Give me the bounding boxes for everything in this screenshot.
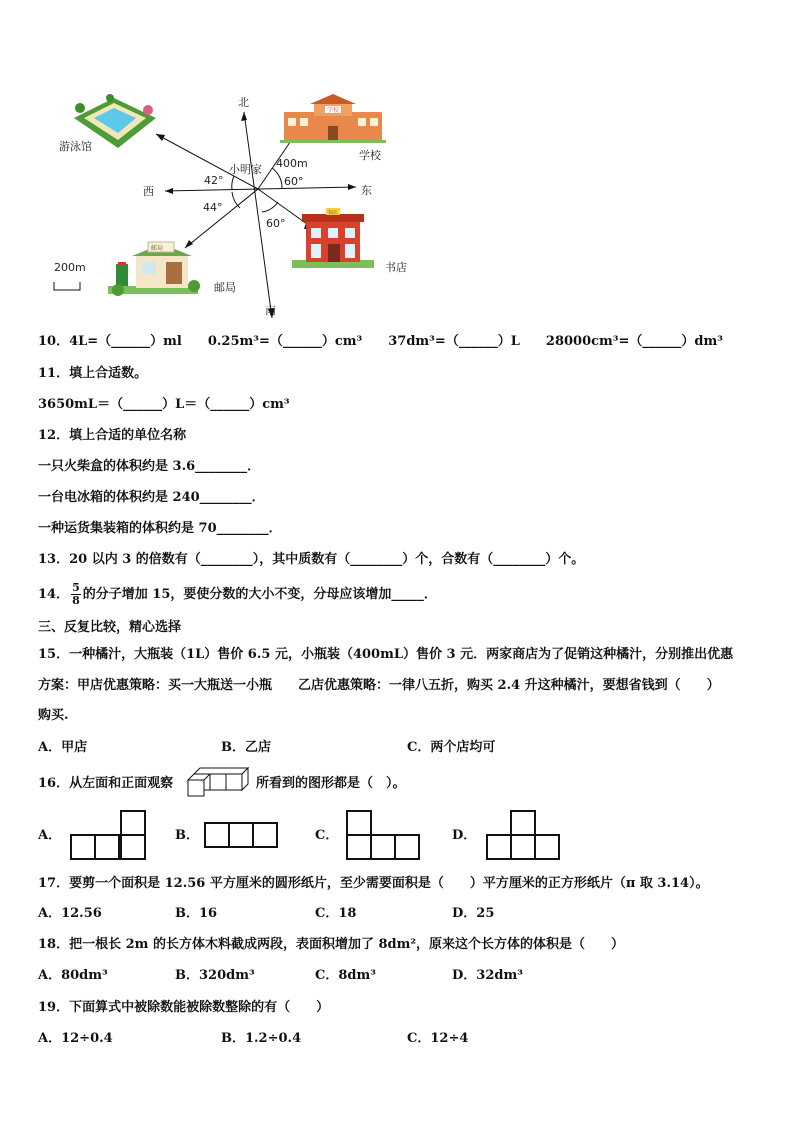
- question-15-line-2: 方案：甲店优惠策略：买一大瓶送一小瓶 乙店优惠策略：一律八五折，购买 2.4 升这种橘汁，要想省钱到（ ）: [38, 678, 720, 693]
- home-label: 小明家: [229, 163, 262, 176]
- fraction-numerator: 5: [72, 581, 80, 594]
- scale-label: 200m: [54, 261, 86, 274]
- question-17-option-b: B．16: [175, 906, 218, 921]
- question-16-option-b-label: B．: [175, 828, 199, 843]
- question-12-line-3: 一种运货集装箱的体积约是 70________．: [38, 521, 282, 536]
- question-11-text: 3650mL＝（______）L＝（______）cm³: [38, 397, 290, 412]
- post-office-icon: [108, 242, 200, 296]
- question-17-option-a: A．12.56: [38, 906, 102, 921]
- question-14: [38, 582, 437, 607]
- post-label: 邮局: [214, 281, 236, 294]
- question-15-option-b: B．乙店: [221, 740, 271, 755]
- question-12-title: 12．填上合适的单位名称: [38, 428, 187, 443]
- angle-post-label: 44°: [203, 201, 223, 214]
- school-icon: [280, 94, 386, 143]
- east-label: 东: [361, 184, 372, 197]
- question-11-title: 11．填上合适数。: [38, 366, 148, 381]
- bookstore-sign: 书店: [327, 210, 338, 216]
- scale-bar: [54, 282, 80, 290]
- school-label: 学校: [359, 149, 381, 162]
- question-18-option-c: C．8dm³: [315, 968, 376, 983]
- question-18: 18．把一根长 2m 的长方体木料截成两段，表面积增加了 8dm²，原来这个长方体的体积是（ ）: [38, 937, 625, 952]
- fraction-denominator: 8: [72, 594, 80, 607]
- bookstore-icon: [292, 208, 374, 268]
- question-16-option-c-label: C．: [315, 828, 339, 843]
- south-label: 南: [265, 304, 276, 317]
- question-19-option-b: B．1.2÷0.4: [221, 1031, 302, 1046]
- question-13: 13．20 以内 3 的倍数有（________），其中质数有（________）个，合数有（________）个。: [38, 552, 585, 567]
- angle-book-label: 60°: [266, 217, 286, 230]
- question-17-option-c: C．18: [315, 906, 357, 921]
- section-3-title: 三、反复比较，精心选择: [38, 620, 182, 635]
- direction-map: [0, 0, 794, 330]
- cube-stack-figure: [186, 766, 250, 798]
- north-label: 北: [238, 96, 249, 109]
- post-sign: 邮局: [151, 245, 164, 252]
- distance-label: 400m: [276, 157, 308, 170]
- question-16-option-a-label: A．: [38, 828, 62, 843]
- question-17: 17．要剪一个面积是 12.56 平方厘米的圆形纸片，至少需要面积是（ ）平方厘米的正方形纸片（π 取 3.14）。: [38, 876, 709, 891]
- question-15-option-c: C．两个店均可: [407, 740, 496, 755]
- question-12-line-2: 一台电冰箱的体积约是 240________．: [38, 490, 265, 505]
- question-14-text: 的分子增加 15，要使分数的大小不变，分母应该增加_____．: [82, 587, 437, 602]
- pool-label: 游泳馆: [59, 140, 92, 153]
- question-12-line-1: 一只火柴盒的体积约是 3.6________．: [38, 459, 261, 474]
- angle-school-label: 60°: [284, 175, 304, 188]
- question-16-prefix: 16．从左面和正面观察: [38, 776, 174, 791]
- question-17-option-d: D．25: [452, 906, 495, 921]
- west-label: 西: [143, 185, 154, 198]
- bookstore-label: 书店: [385, 261, 407, 274]
- question-19-option-a: A．12÷0.4: [38, 1031, 113, 1046]
- question-15-option-a: A．甲店: [38, 740, 88, 755]
- fraction-5-8: [71, 582, 81, 607]
- question-15-line-1: 15．一种橘汁，大瓶装（1L）售价 6.5 元，小瓶装（400mL）售价 3 元．两家商店为了促销这种橘汁，分别推出优惠: [38, 647, 734, 662]
- question-19-option-c: C．12÷4: [407, 1031, 469, 1046]
- question-16-suffix: 所看到的图形都是（ ）。: [256, 776, 406, 791]
- school-sign: 学校: [327, 107, 340, 114]
- question-18-option-b: B．320dm³: [175, 968, 255, 983]
- question-18-option-a: A．80dm³: [38, 968, 108, 983]
- question-14-prefix: 14．: [38, 587, 70, 602]
- angle-pool-label: 42°: [204, 174, 224, 187]
- question-10: 10．4L=（______）ml 0.25m³=（______）cm³ 37dm³=（______）L 28000cm³=（______）dm³: [38, 334, 723, 349]
- question-18-option-d: D．32dm³: [452, 968, 523, 983]
- question-15-line-3: 购买.: [38, 708, 69, 723]
- question-19: 19．下面算式中被除数能被除数整除的有（ ）: [38, 1000, 330, 1015]
- question-16-option-d-label: D．: [452, 828, 477, 843]
